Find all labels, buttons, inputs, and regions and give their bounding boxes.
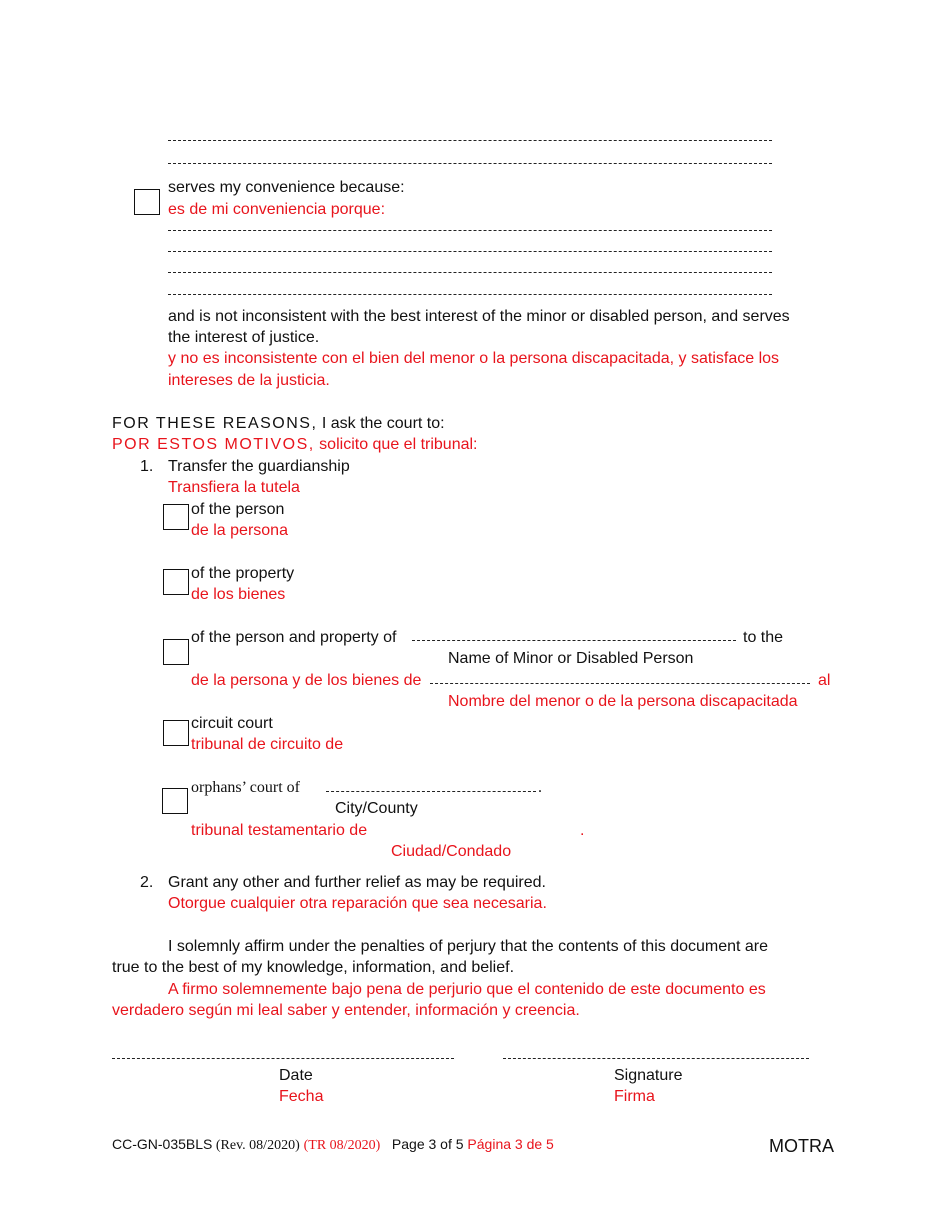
item1-text: Transfer the guardianship — [168, 458, 350, 475]
minor-name-field[interactable] — [412, 640, 736, 641]
affirmation-text-es: A firmo solemnemente bajo pena de perjurio que el contenido de este documento es — [168, 981, 766, 998]
minor-name-caption-es: Nombre del menor o de la persona discapacitada — [448, 693, 798, 710]
person-checkbox[interactable] — [163, 504, 189, 530]
best-interest-text: and is not inconsistent with the best interest of the minor or disabled person, and serves — [168, 308, 790, 325]
date-field[interactable] — [112, 1058, 454, 1059]
best-interest-text-es: y no es inconsistente con el bien del menor o la persona discapacitada, y satisface los — [168, 350, 780, 367]
convenience-label-es: es de mi conveniencia porque: — [168, 201, 386, 218]
form-tr: (TR 08/2020) — [303, 1138, 381, 1153]
person-and-property-checkbox[interactable] — [163, 639, 189, 665]
fill-line[interactable] — [168, 230, 772, 231]
person-and-property-label: of the person and property of — [191, 629, 397, 646]
item2-text: Grant any other and further relief as may be required. — [168, 874, 546, 891]
property-label: of the property — [191, 565, 295, 582]
orphans-court-checkbox[interactable] — [162, 788, 188, 814]
reasons-heading: FOR THESE REASONS, I ask the court to: — [112, 415, 445, 432]
property-label-es: de los bienes — [191, 586, 286, 603]
fill-line[interactable] — [168, 163, 772, 164]
affirmation-text-es: verdadero según mi leal saber y entender, información y creencia. — [112, 1002, 580, 1019]
minor-name-field-es[interactable] — [430, 683, 810, 684]
page-number: Page 3 of 5 — [391, 1136, 464, 1152]
circuit-court-label-es: tribunal de circuito de — [191, 736, 344, 753]
item2-text-es: Otorgue cualquier otra reparación que sea necesaria. — [168, 895, 547, 912]
fill-line[interactable] — [168, 140, 772, 141]
convenience-checkbox[interactable] — [134, 189, 160, 215]
circuit-court-label: circuit court — [191, 715, 273, 732]
affirmation-text: I solemnly affirm under the penalties of perjury that the contents of this document are — [168, 938, 769, 955]
orphans-period-es: . — [580, 822, 585, 839]
page-number-es: Página 3 de 5 — [467, 1136, 554, 1152]
signature-caption: Signature — [614, 1067, 683, 1084]
best-interest-text-es: intereses de la justicia. — [168, 372, 330, 389]
form-id: CC-GN-035BLS — [112, 1136, 213, 1152]
item2-number: 2. — [140, 874, 154, 891]
form-footer — [112, 1134, 554, 1156]
best-interest-text: the interest of justice. — [168, 329, 320, 346]
fill-line[interactable] — [168, 251, 772, 252]
to-the-text: to the — [743, 629, 784, 646]
person-label: of the person — [191, 501, 285, 518]
fill-line[interactable] — [168, 294, 772, 295]
person-and-property-label-es: de la persona y de los bienes de — [191, 672, 422, 689]
minor-name-caption: Name of Minor or Disabled Person — [448, 650, 694, 667]
form-rev: (Rev. 08/2020) — [212, 1138, 300, 1153]
city-county-field[interactable] — [326, 791, 536, 792]
affirmation-text: true to the best of my knowledge, information, and belief. — [112, 959, 515, 976]
fill-line[interactable] — [168, 272, 772, 273]
convenience-label: serves my convenience because: — [168, 179, 405, 196]
city-county-caption: City/County — [335, 800, 418, 817]
date-caption-es: Fecha — [279, 1088, 324, 1105]
signature-field[interactable] — [503, 1058, 809, 1059]
orphans-period: . — [538, 779, 542, 796]
person-label-es: de la persona — [191, 522, 288, 539]
item1-number: 1. — [140, 458, 154, 475]
property-checkbox[interactable] — [163, 569, 189, 595]
orphans-court-label: orphans’ court of — [191, 779, 300, 796]
al-text: al — [818, 672, 831, 689]
form-code: MOTRA — [769, 1136, 834, 1156]
reasons-heading-es: POR ESTOS MOTIVOS, solicito que el tribunal: — [112, 436, 478, 453]
date-caption: Date — [279, 1067, 313, 1084]
city-county-caption-es: Ciudad/Condado — [391, 843, 512, 860]
orphans-court-label-es: tribunal testamentario de — [191, 822, 368, 839]
circuit-court-checkbox[interactable] — [163, 720, 189, 746]
signature-caption-es: Firma — [614, 1088, 655, 1105]
item1-text-es: Transfiera la tutela — [168, 479, 300, 496]
